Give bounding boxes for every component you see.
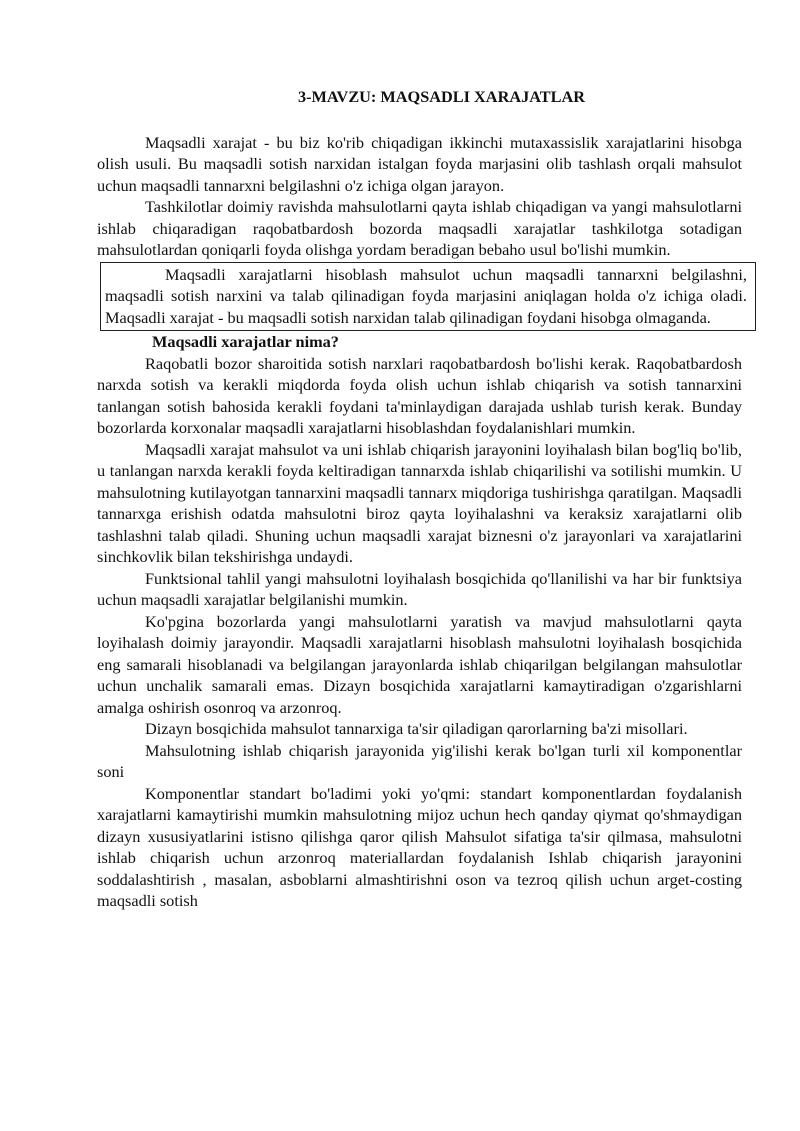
paragraph-intro: Maqsadli xarajat - bu biz ko'rib chiqadigan ikkinchi mutaxassislik xarajatlarini hisobga olish usuli. Bu maqsadli sotish narxidan istalgan foyda marjasini olib tashlash orqali mahsulot uchun maqsadli tannarxni belgilashni o'z ichiga olgan jarayon.: [97, 132, 742, 195]
document-page: [97, 86, 747, 912]
paragraph-design-examples: Dizayn bosqichida mahsulot tannarxiga ta'sir qiladigan qarorlarning ba'zi misollari.: [145, 719, 688, 738]
paragraph-competitive-market: Raqobatli bozor sharoitida sotish narxlari raqobatbardosh bo'lishi kerak. Raqobatbardosh narxda sotish va kerakli miqdorda foyda olish uchun ishlab chiqarish va sotish tannarxini tanlangan sotish bahosida kerakli foydani ta'minlaydigan darajada ushlab turish kerak. Bunday bozorlarda korxonalar maqsadli xarajatlarni hisoblashdan foydalanishlari mumkin.: [97, 353, 742, 437]
paragraph-organizations: Tashkilotlar doimiy ravishda mahsulotlarni qayta ishlab chiqadigan va yangi mahsulotlarni ishlab chiqaradigan raqobatbardosh bozorda maqsadli xarajatlar tashkilotga sotadigan mahsulotlardan qoniqarli foyda olishga yordam beradigan bebaho usul bo'lishi mumkin.: [97, 197, 742, 259]
section-subheading: Maqsadli xarajatlar nima?: [152, 332, 339, 351]
paragraph-functional-analysis: Funktsional tahlil yangi mahsulotni loyihalash bosqichida qo'llanilishi va har bir funktsiya uchun maqsadli xarajatlar belgilanishi mumkin.: [97, 568, 742, 609]
paragraph-standard-components: Komponentlar standart bo'ladimi yoki yo'qmi: standart komponentlardan foydalanish xarajatlarni kamaytirishi mumkin mahsulotning mijoz uchun hech qanday qiymat qo'shmaydigan dizayn xususiyatlarini istisno qilishga qaror qilish Mahsulot sifatiga ta'sir qilmasa, mahsulotni ishlab chiqarish uchun arzonroq materiallardan foydalanish Ishlab chiqarish jarayonini soddalashtirish , masalan, asboblarni almashtirishni oson va tezroq qilish uchun arget-costing maqsadli sotish: [97, 783, 742, 910]
definition-box: [100, 262, 756, 332]
document-title: 3-MAVZU: MAQSADLI XARAJATLAR: [297, 87, 586, 106]
definition-text: Maqsadli xarajatlarni hisoblash mahsulot uchun maqsadli tannarxni belgilashni, maqsadli sotish narxini va talab qilinadigan foyda marjasini aniqlagan holda o'z ichiga oladi. Maqsadli xarajat - bu maqsadli sotish narxidan talab qilinadigan foydani hisobga olmaganda.: [105, 264, 747, 327]
paragraph-components-count: Mahsulotning ishlab chiqarish jarayonida yig'ilishi kerak bo'lgan turli xil komponentlar soni: [97, 740, 742, 781]
paragraph-redesign: Ko'pgina bozorlarda yangi mahsulotlarni yaratish va mavjud mahsulotlarni qayta loyihalash doimiy jarayondir. Maqsadli xarajatlarni hisoblash mahsulotni loyihalash bosqichida eng samarali hisoblanadi va belgilangan jarayonlarda ishlab chiqarilgan belgilangan mahsulotlar uchun unchalik samarali emas. Dizayn bosqichida xarajatlarni kamaytiradigan o'zgarishlarni amalga oshirish osonroq va arzonroq.: [97, 611, 742, 717]
paragraph-target-cost-design: Maqsadli xarajat mahsulot va uni ishlab chiqarish jarayonini loyihalash bilan bog'liq bo'lib, u tanlangan narxda kerakli foyda keltiradigan tannarxda ishlab chiqarilishi va sotilishi mumkin. U mahsulotning kutilayotgan tannarxini maqsadli tannarx miqdoriga tushirishga qaratilgan. Maqsadli tannarxga erishish odatda mahsulotni biroz qayta loyihalashni va keraksiz xarajatlarni olib tashlashni talab qiladi. Shuning uchun maqsadli xarajat biznesni o'z jarayonlari va xarajatlarini sinchkovlik bilan tekshirishga undaydi.: [97, 439, 742, 566]
